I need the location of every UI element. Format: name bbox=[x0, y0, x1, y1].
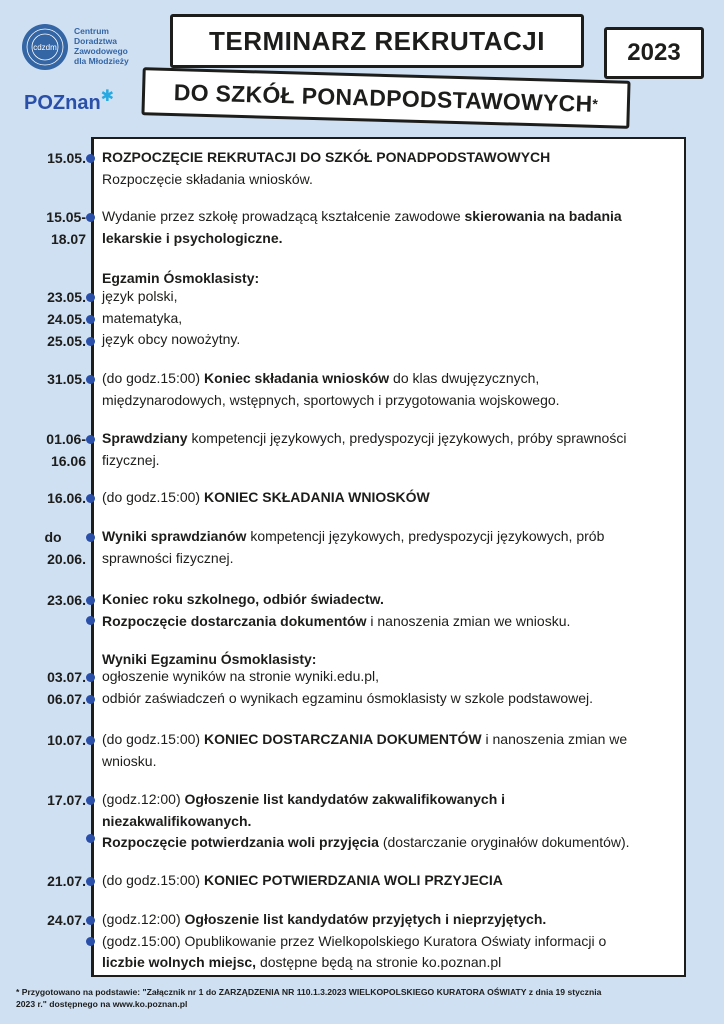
event-text-part: do klas dwujęzycznych, bbox=[389, 370, 540, 386]
event-line: lekarskie i psychologiczne. bbox=[102, 229, 283, 246]
event-text bbox=[102, 666, 680, 709]
org-line: Doradztwa bbox=[74, 36, 117, 46]
event-text-part: Wyniki sprawdzianów bbox=[102, 528, 247, 544]
event-text bbox=[102, 589, 680, 632]
year-badge: 2023 bbox=[604, 27, 704, 79]
timeline-dot bbox=[86, 213, 95, 222]
event-text bbox=[102, 206, 680, 249]
event-line: język polski, bbox=[102, 288, 178, 304]
date-label: 15.05. bbox=[47, 150, 86, 166]
section-heading: Wyniki Egzaminu Ósmoklasisty: bbox=[102, 651, 317, 667]
event-text-part: kompetencji językowych, predyspozycji językowych, prób bbox=[246, 528, 605, 544]
timeline-line bbox=[91, 137, 94, 977]
date-label: 10.07. bbox=[47, 732, 86, 748]
event-text bbox=[102, 286, 680, 351]
event-line bbox=[102, 206, 680, 228]
footnote-line: * Przygotowano na podstawie: "Załącznik nr 1 do ZARZĄDZENIA NR 110.1.3.2023 WIELKOPOLSKIEGO KURATORA OŚWIATY z dnia 19 stycznia bbox=[16, 987, 602, 997]
date-label: do bbox=[44, 529, 62, 545]
event-text-part: KONIEC DOSTARCZANIA DOKUMENTÓW bbox=[203, 731, 482, 747]
star-icon: ✱ bbox=[100, 88, 115, 105]
date-label: 17.07. bbox=[47, 792, 86, 808]
event-text-part: Ogłoszenie list kandydatów zakwalifikowanych i bbox=[184, 791, 506, 807]
event-line: międzynarodowych, wstępnych, sportowych i przygotowania wojskowego. bbox=[102, 391, 560, 408]
event-text-part: liczbie wolnych miejsc, bbox=[102, 954, 257, 970]
event-text-part: Rozpoczęcie potwierdzania woli przyjęcia bbox=[102, 834, 379, 850]
timeline-dot bbox=[86, 315, 95, 324]
event-line bbox=[102, 368, 680, 390]
event-line bbox=[102, 870, 680, 892]
event-line: język obcy nowożytny. bbox=[102, 331, 241, 347]
event-text bbox=[102, 428, 680, 471]
event-text-part: (dostarczanie oryginałów dokumentów). bbox=[378, 834, 630, 850]
date-label: 21.07. bbox=[47, 873, 86, 889]
timeline-dot bbox=[86, 337, 95, 346]
event-line bbox=[102, 487, 680, 509]
date-label: 23.06. bbox=[47, 592, 86, 608]
timeline-dot bbox=[86, 293, 95, 302]
event-text bbox=[102, 147, 680, 190]
timeline-dot bbox=[86, 937, 95, 946]
date-label: 18.07 bbox=[50, 231, 86, 247]
org-line: Centrum bbox=[74, 26, 109, 36]
event-text-part: (do godz.15:00) bbox=[102, 489, 204, 505]
event-line bbox=[102, 611, 680, 633]
timeline-dot bbox=[86, 533, 95, 542]
date-label: 20.06. bbox=[47, 551, 86, 567]
event-text-part: Rozpoczęcie dostarczania dokumentów bbox=[102, 612, 367, 629]
event-text-part: (do godz.15:00) bbox=[102, 731, 204, 747]
poznan-logo-text: POZnan bbox=[24, 92, 101, 114]
event-line bbox=[102, 428, 680, 450]
cdzdm-logo-mark: cdzdm bbox=[33, 43, 57, 52]
event-text bbox=[102, 870, 680, 892]
date-label: 23.05. bbox=[47, 289, 86, 305]
event-text-part: i nanoszenia zmian we bbox=[481, 731, 628, 747]
event-line: ogłoszenie wyników na stronie wyniki.edu.pl, bbox=[102, 668, 380, 684]
date-label: 24.05. bbox=[47, 311, 86, 327]
timeline-dot bbox=[86, 736, 95, 745]
event-text-part: Ogłoszenie list kandydatów przyjętych i nieprzyjętych. bbox=[184, 911, 547, 927]
timeline-dot bbox=[86, 154, 95, 163]
event-line: ROZPOCZĘCIE REKRUTACJI DO SZKÓŁ PONADPODSTAWOWYCH bbox=[102, 149, 551, 165]
timeline-dot bbox=[86, 877, 95, 886]
event-text-part: skierowania na badania bbox=[464, 208, 622, 224]
event-text-part: i nanoszenia zmian we wniosku. bbox=[366, 612, 571, 629]
section-heading: Egzamin Ósmoklasisty: bbox=[102, 270, 260, 286]
event-text-part: kompetencji językowych, predyspozycji językowych, próby sprawności bbox=[187, 430, 627, 446]
event-line: Rozpoczęcie składania wniosków. bbox=[102, 170, 313, 187]
timeline-dot bbox=[86, 616, 95, 625]
event-line bbox=[102, 952, 680, 974]
date-label: 31.05. bbox=[47, 371, 86, 387]
event-line bbox=[102, 729, 680, 751]
event-text-part: KONIEC SKŁADANIA WNIOSKÓW bbox=[203, 489, 430, 505]
event-line: sprawności fizycznej. bbox=[102, 549, 234, 566]
event-text bbox=[102, 368, 680, 411]
event-text bbox=[102, 487, 680, 509]
event-line bbox=[102, 832, 680, 854]
event-line: matematyka, bbox=[102, 309, 183, 326]
org-line: Zawodowego bbox=[74, 46, 128, 56]
event-text-part: Sprawdziany bbox=[102, 430, 188, 446]
timeline-dot bbox=[86, 834, 95, 843]
event-line: fizycznej. bbox=[102, 451, 160, 468]
event-text bbox=[102, 526, 680, 569]
event-text-part: KONIEC POTWIERDZANIA WOLI PRZYJECIA bbox=[203, 872, 503, 888]
event-text-part: (do godz.15:00) bbox=[102, 872, 204, 888]
footnote-mark: * bbox=[592, 95, 599, 112]
event-line: wniosku. bbox=[102, 752, 157, 769]
event-text-part: dostępne będą na stronie ko.poznan.pl bbox=[256, 954, 502, 970]
event-text-part: (do godz.15:00) bbox=[102, 370, 204, 386]
event-line bbox=[102, 526, 680, 548]
page-subtitle bbox=[141, 67, 630, 129]
footnote bbox=[16, 986, 716, 1010]
timeline-dot bbox=[86, 596, 95, 605]
date-label: 15.05- bbox=[46, 209, 86, 225]
event-text bbox=[102, 909, 680, 974]
event-text-part: (godz.12:00) bbox=[102, 911, 185, 927]
date-label: 24.07. bbox=[47, 912, 86, 928]
event-line: odbiór zaświadczeń o wynikach egzaminu ósmoklasisty w szkole podstawowej. bbox=[102, 689, 594, 706]
event-line bbox=[102, 909, 680, 931]
date-label: 03.07. bbox=[47, 669, 86, 685]
event-text bbox=[102, 789, 680, 854]
cdzdm-logo-text bbox=[74, 26, 129, 66]
timeline-dot bbox=[86, 435, 95, 444]
date-label: 16.06. bbox=[47, 490, 86, 506]
event-line bbox=[102, 789, 680, 811]
cdzdm-logo-icon bbox=[20, 22, 70, 72]
subtitle-text: DO SZKÓŁ PONADPODSTAWOWYCH bbox=[173, 78, 593, 117]
footnote-line: 2023 r." dostępnego na www.ko.poznan.pl bbox=[16, 999, 188, 1009]
event-text-part: Koniec składania wniosków bbox=[203, 370, 390, 386]
date-label: 06.07. bbox=[47, 691, 86, 707]
org-line: dla Młodzieży bbox=[74, 56, 129, 66]
timeline-dot bbox=[86, 695, 95, 704]
date-label: 16.06 bbox=[50, 453, 86, 469]
date-label: 25.05. bbox=[47, 333, 86, 349]
timeline-dot bbox=[86, 916, 95, 925]
event-text-part: Wydanie przez szkołę prowadzącą kształcenie zawodowe bbox=[102, 208, 465, 224]
event-line: Koniec roku szkolnego, odbiór świadectw. bbox=[102, 591, 384, 607]
event-text bbox=[102, 729, 680, 772]
poznan-logo bbox=[24, 88, 115, 115]
timeline-dot bbox=[86, 494, 95, 503]
timeline-dot bbox=[86, 375, 95, 384]
event-text-part: (godz.12:00) bbox=[102, 791, 185, 807]
date-label: 01.06- bbox=[46, 431, 86, 447]
event-line: (godz.15:00) Opublikowanie przez Wielkopolskiego Kuratora Oświaty informacji o bbox=[102, 932, 607, 949]
timeline-dot bbox=[86, 673, 95, 682]
event-line: niezakwalifikowanych. bbox=[102, 812, 252, 829]
timeline-dot bbox=[86, 796, 95, 805]
page-title: TERMINARZ REKRUTACJI bbox=[170, 14, 584, 68]
